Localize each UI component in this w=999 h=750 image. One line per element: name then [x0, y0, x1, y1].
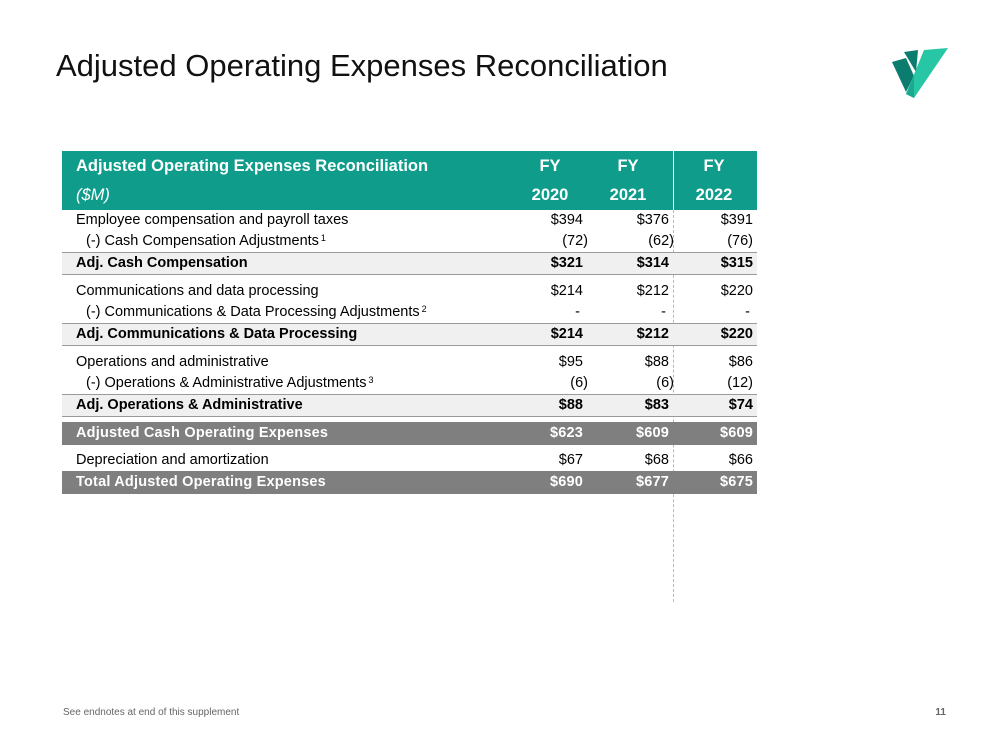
grand-total-row	[62, 471, 757, 494]
cell-2020: $394	[550, 212, 583, 228]
cell-2020: -	[575, 304, 580, 320]
cell-2022: $675	[719, 474, 753, 490]
row-label: Employee compensation and payroll taxes	[76, 212, 349, 228]
row-label: Adj. Communications & Data Processing	[76, 326, 358, 342]
cell-2022: $220	[720, 326, 753, 342]
cell-2021: $83	[644, 397, 669, 413]
footnote-ref: 1	[320, 233, 326, 243]
table-header	[62, 151, 757, 210]
cell-2021: $677	[635, 474, 669, 490]
cell-2020: $95	[558, 354, 583, 370]
footnote-ref: 3	[368, 375, 374, 385]
subtotal-row	[62, 252, 757, 275]
cell-2021: (62)	[648, 233, 674, 249]
header-fy-2021: FY	[617, 157, 639, 175]
header-unit: ($M)	[76, 186, 110, 204]
row-label: (-) Operations & Administrative Adjustments $^3$	[86, 375, 374, 391]
footnote-ref: 2	[421, 304, 427, 314]
table-row	[62, 450, 757, 471]
cell-2021: $212	[636, 326, 669, 342]
cell-2021: (6)	[656, 375, 674, 391]
row-label: Adjusted Cash Operating Expenses	[76, 425, 329, 441]
endnotes-text: See endnotes at end of this supplement	[63, 707, 240, 718]
cell-2020: $214	[550, 283, 583, 299]
brand-check-logo-icon	[892, 48, 948, 98]
table-body	[62, 210, 757, 494]
page-number: 11	[935, 707, 946, 718]
total-row	[62, 422, 757, 445]
reconciliation-table	[62, 151, 757, 494]
row-label: Adj. Cash Compensation	[76, 255, 248, 271]
table-row	[62, 281, 757, 302]
cell-2021: $609	[635, 425, 669, 441]
cell-2022: $391	[720, 212, 753, 228]
cell-2022: -	[745, 304, 750, 320]
cell-2022: $86	[728, 354, 753, 370]
cell-2022: (12)	[727, 375, 753, 391]
header-year-2021: 2021	[609, 186, 647, 204]
cell-2022: (76)	[727, 233, 753, 249]
subtotal-row	[62, 323, 757, 346]
cell-2021: $88	[644, 354, 669, 370]
table-row	[62, 302, 757, 323]
header-title: Adjusted Operating Expenses Reconciliation	[76, 157, 429, 175]
table-row	[62, 352, 757, 373]
cell-2020: (6)	[570, 375, 588, 391]
row-label: (-) Communications & Data Processing Adjustments $^2$	[86, 304, 427, 320]
row-label: Adj. Operations & Administrative	[76, 397, 303, 413]
page-title: Adjusted Operating Expenses Reconciliation	[56, 48, 668, 83]
row-label: Operations and administrative	[76, 354, 269, 370]
cell-2022: $66	[728, 452, 753, 468]
cell-2020: $88	[558, 397, 583, 413]
table-row	[62, 210, 757, 231]
cell-2021: $376	[636, 212, 669, 228]
cell-2020: $321	[550, 255, 583, 271]
header-fy-2022: FY	[703, 157, 725, 175]
table-row	[62, 373, 757, 394]
cell-2020: $214	[550, 326, 583, 342]
cell-2021: $68	[644, 452, 669, 468]
row-label: (-) Cash Compensation Adjustments $^1$	[86, 233, 326, 249]
header-year-2020: 2020	[531, 186, 569, 204]
header-year-2022: 2022	[695, 186, 733, 204]
cell-2022: $609	[719, 425, 753, 441]
header-fy-2020: FY	[539, 157, 561, 175]
cell-2022: $220	[720, 283, 753, 299]
table-row	[62, 231, 757, 252]
cell-2021: $212	[636, 283, 669, 299]
cell-2020: $623	[549, 425, 583, 441]
cell-2022: $315	[720, 255, 753, 271]
row-label: Total Adjusted Operating Expenses	[76, 474, 326, 490]
cell-2020: (72)	[562, 233, 588, 249]
cell-2021: $314	[636, 255, 669, 271]
cell-2022: $74	[728, 397, 753, 413]
row-label: Communications and data processing	[76, 283, 319, 299]
cell-2020: $690	[549, 474, 583, 490]
row-label: Depreciation and amortization	[76, 452, 269, 468]
cell-2021: -	[661, 304, 666, 320]
cell-2020: $67	[558, 452, 583, 468]
subtotal-row	[62, 394, 757, 417]
